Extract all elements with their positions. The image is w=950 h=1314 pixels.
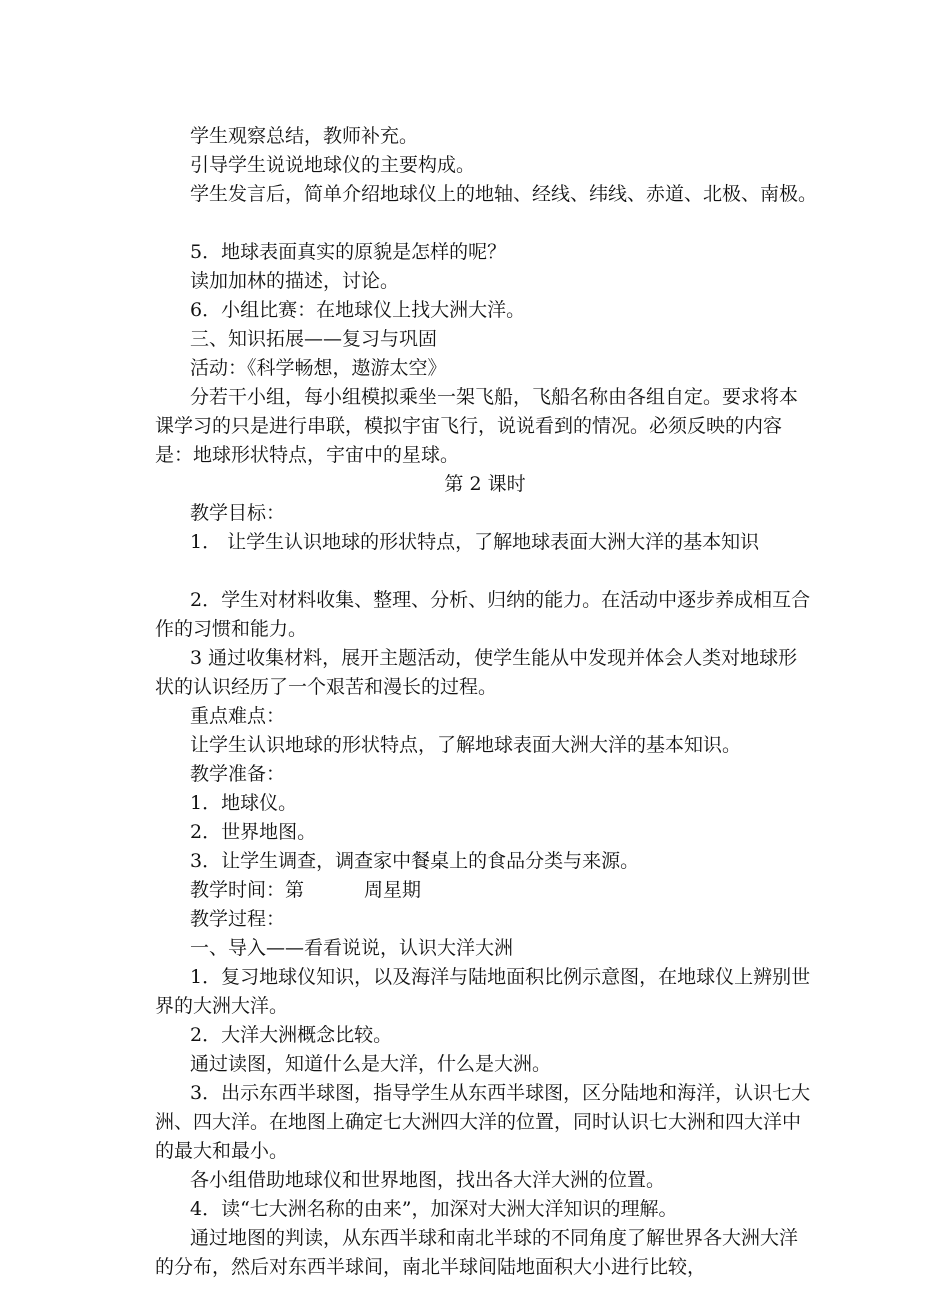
text-line (155, 876, 815, 905)
text-line: 教学准备： (190, 763, 286, 785)
lesson-heading: 第 2 课时 (444, 473, 526, 495)
section-heading: 三、知识拓展——复习与巩固 (190, 328, 438, 350)
text-line: 各小组借助地球仪和世界地图，找出各大洋大洲的位置。 (190, 1169, 666, 1191)
text-line: 重点难点： (190, 705, 286, 727)
text-line: 5．地球表面真实的原貌是怎样的呢？ (190, 241, 507, 263)
text-line: 2．世界地图。 (190, 821, 317, 843)
text-line: 1． 让学生认识地球的形状特点，了解地球表面大洲大洋的基本知识 (190, 531, 760, 553)
paragraph: 分若干小组，每小组模拟乘坐一架飞船，飞船名称由各组自定。要求将本课学习的只是进行串联，模拟宇宙飞行，说说看到的情况。必须反映的内容是：地球形状特点，宇宙中的星球。 (155, 386, 799, 466)
text-line: 引导学生说说地球仪的主要构成。 (190, 154, 476, 176)
text-line: 2．大洋大洲概念比较。 (190, 1024, 393, 1046)
text-line: 3．让学生调查，调查家中餐桌上的食品分类与来源。 (190, 850, 640, 872)
time-label: 教学时间：第 (190, 879, 305, 901)
text-line: 教学目标： (190, 502, 286, 524)
paragraph: 3．出示东西半球图，指导学生从东西半球图，区分陆地和海洋，认识七大洲、四大洋。在地图上确定七大洲四大洋的位置，同时认识七大洲和四大洋中的最大和最小。 (155, 1082, 811, 1162)
text-line: 教学过程： (190, 908, 286, 930)
text-line: 通过读图，知道什么是大洋，什么是大洲。 (190, 1053, 552, 1075)
text-line: 6．小组比赛：在地球仪上找大洲大洋。 (190, 299, 526, 321)
blank-line (155, 209, 815, 238)
text-line: 1．地球仪。 (190, 792, 298, 814)
paragraph: 1．复习地球仪知识，以及海洋与陆地面积比例示意图，在地球仪上辨别世界的大洲大洋。 (155, 966, 811, 1017)
text-line: 学生发言后，简单介绍地球仪上的地轴、经线、纬线、赤道、北极、南极。 (190, 183, 818, 205)
document-body (155, 122, 818, 1282)
text-line: 读加加林的描述，讨论。 (190, 270, 400, 292)
text-line: 活动：《科学畅想，遨游太空》 (190, 357, 447, 379)
week-label: 周星期 (364, 879, 422, 901)
text-line: 让学生认识地球的形状特点，了解地球表面大洲大洋的基本知识。 (190, 734, 742, 756)
paragraph: 通过地图的判读，从东西半球和南北半球的不同角度了解世界各大洲大洋的分布，然后对东西半球间，南北半球间陆地面积大小进行比较， (155, 1227, 799, 1278)
blank-line (155, 557, 815, 586)
paragraph: 3 通过收集材料，展开主题活动，使学生能从中发现并体会人类对地球形状的认识经历了一个艰苦和漫长的过程。 (155, 647, 798, 698)
text-line: 学生观察总结，教师补充。 (190, 125, 419, 147)
section-heading: 一、导入——看看说说，认识大洋大洲 (190, 937, 514, 959)
paragraph: 2．学生对材料收集、整理、分析、归纳的能力。在活动中逐步养成相互合作的习惯和能力。 (155, 589, 811, 640)
text-line: 4．读“七大洲名称的由来”，加深对大洲大洋知识的理解。 (190, 1198, 678, 1220)
